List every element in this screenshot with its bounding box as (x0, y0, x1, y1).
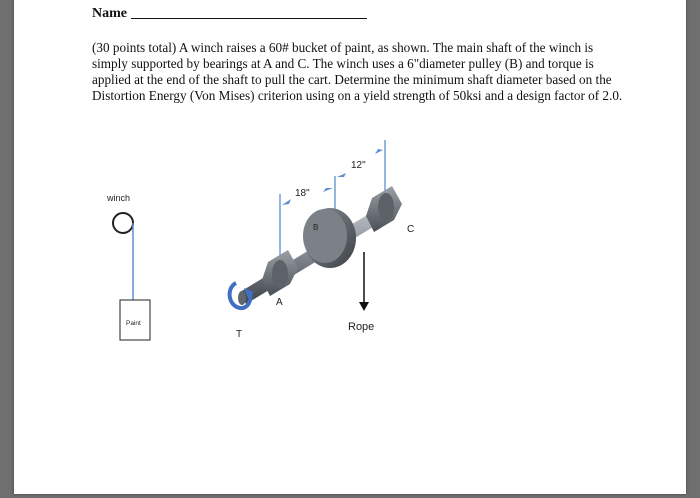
dim-arrow-12-left (337, 173, 346, 177)
bearing-c (366, 186, 402, 232)
rope-arrow-icon (359, 302, 369, 311)
dim-12-label: 12" (351, 160, 366, 171)
problem-statement: (30 points total) A winch raises a 60# bucket of paint, as shown. The main shaft of the winch is simply supported by bearings at A and C. The winch uses a 6"diameter pulley (B) and torque is applied at the end of the shaft to pull the cart. Determine the minimum shaft diameter based on the Distortion Energy (Von Mises) criterion using on a yield strength of 50ksi and a design factor of 2.0. (92, 40, 623, 103)
bearing-a (262, 250, 298, 296)
rope-label: Rope (348, 321, 375, 333)
bearing-c-label: C (407, 224, 415, 235)
pulley-b-label: B (313, 223, 319, 232)
dim-arrow-12-right (375, 149, 383, 154)
bearing-a-label: A (276, 297, 283, 308)
dim-arrow-18-left (282, 199, 291, 205)
dim-18-label: 18" (295, 188, 310, 199)
dim-arrow-18-right (323, 188, 333, 192)
paint-label: Paint (126, 320, 141, 327)
winch-drum-icon (113, 213, 133, 233)
winch-label: winch (107, 193, 131, 203)
name-label: Name (92, 6, 127, 21)
torque-label: T (236, 329, 243, 340)
shaft-end (238, 291, 246, 305)
